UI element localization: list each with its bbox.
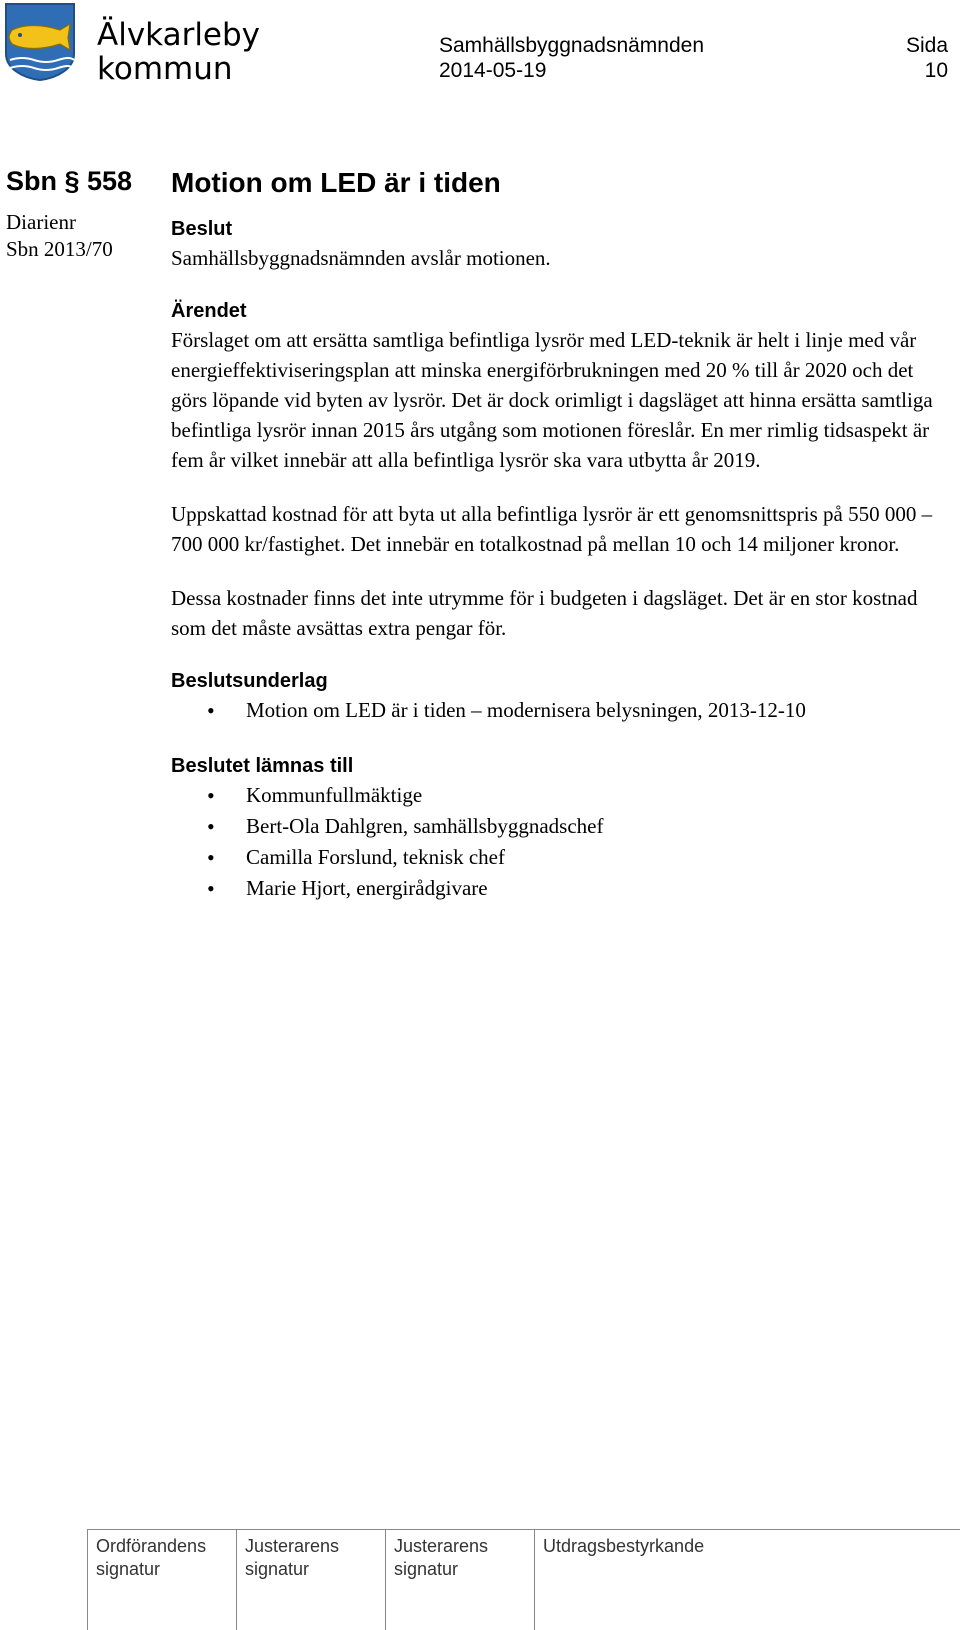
lamnas-till-heading: Beslutet lämnas till xyxy=(171,755,354,777)
arendet-paragraph-3: Dessa kostnader finns det inte utrymme för i budgeten i dagsläget. Det är en stor kostnad som det måste avsättas extra pengar för. xyxy=(171,586,918,640)
list-item: • Marie Hjort, energirådgivare xyxy=(171,873,951,904)
signature-cell-certification xyxy=(535,1530,960,1630)
list-item: • Kommunfullmäktige xyxy=(171,780,951,811)
list-item: • Motion om LED är i tiden – modernisera belysningen, 2013-12-10 xyxy=(171,695,951,726)
diarienr-label: Diarienr xyxy=(6,210,76,234)
signature-cell-adjuster-2 xyxy=(386,1530,535,1630)
signature-table xyxy=(87,1529,960,1630)
decision-body xyxy=(171,166,951,904)
recipients-list xyxy=(171,780,951,904)
committee-name: Samhällsbyggnadsnämnden xyxy=(439,34,705,57)
beslut-text: Samhällsbyggnadsnämnden avslår motionen. xyxy=(171,246,551,270)
page-number: 10 xyxy=(924,59,948,82)
beslutsunderlag-heading: Beslutsunderlag xyxy=(171,670,328,692)
arendet-paragraph-1: Förslaget om att ersätta samtliga befintliga lysrör med LED-teknik är helt i linje med vår energieffektiviseringsplan att minska energiförbrukningen med 20 % till år 2020 och det görs löpande vid byten av lysrör. Det är dock orimligt i dagsläget att hinna ersätta samtliga befintliga lysrör innan 2015 års utgång som motionen föreslår. En mer rimlig tidsaspekt är fem år vilket innebär att alla befintliga lysrör ska vara utbytta år 2019. xyxy=(171,328,933,472)
signature-label: Justerarens xyxy=(245,1536,340,1556)
signature-cell-chair xyxy=(88,1530,237,1630)
signature-label: Utdragsbestyrkande xyxy=(543,1536,705,1556)
municipality-name xyxy=(97,18,260,86)
signature-label: Justerarens xyxy=(394,1536,489,1556)
beslut-heading: Beslut xyxy=(171,218,233,240)
logo-line-1: Älvkarleby xyxy=(97,17,261,53)
coat-of-arms-icon xyxy=(4,2,76,82)
arendet-paragraph-2: Uppskattad kostnad för att byta ut alla befintliga lysrör är ett genomsnittspris på 550 000 – 700 000 kr/fastighet. Det innebär en totalkostnad på mellan 10 och 14 miljoner kronor. xyxy=(171,502,933,556)
signature-cell-adjuster-1 xyxy=(237,1530,386,1630)
signature-label: Ordförandens xyxy=(96,1536,207,1556)
paragraph-reference: Sbn § 558 xyxy=(6,166,133,196)
list-item: • Bert-Ola Dahlgren, samhällsbyggnadschef xyxy=(171,811,951,842)
meeting-date: 2014-05-19 xyxy=(439,59,547,82)
signature-label: signatur xyxy=(245,1559,310,1579)
list-item: • Camilla Forslund, teknisk chef xyxy=(171,842,951,873)
arendet-heading: Ärendet xyxy=(171,300,247,322)
signature-label: signatur xyxy=(96,1559,161,1579)
diarienr-value: Sbn 2013/70 xyxy=(6,237,113,261)
page-title: Motion om LED är i tiden xyxy=(171,167,501,198)
beslutsunderlag-list xyxy=(171,695,951,726)
logo-line-2: kommun xyxy=(97,51,233,87)
signature-label: signatur xyxy=(394,1559,459,1579)
page-label: Sida xyxy=(905,34,948,57)
